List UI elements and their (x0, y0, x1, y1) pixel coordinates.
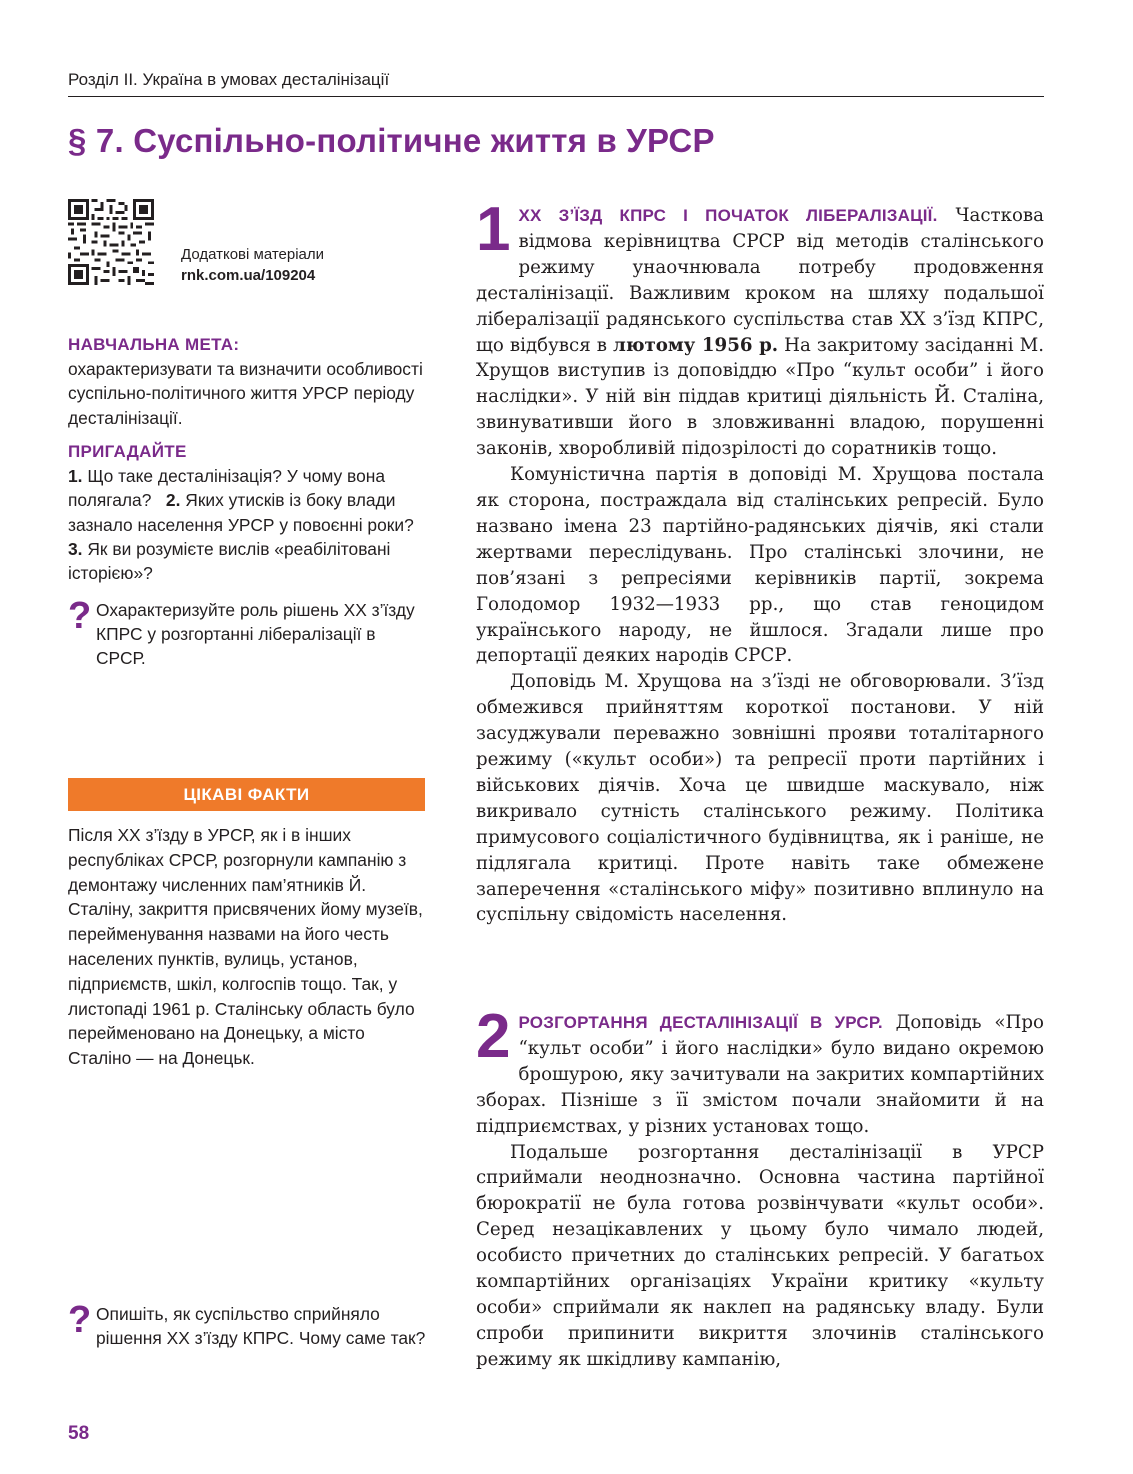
facts-text: Після XX з’їзду в УРСР, як і в інших республіках СРСР, розгорнули кампанію з демонтажу численних пам’ятників Й. Сталіну, закриття присвячених йому музеїв, перейменування назвами на його честь населених пунктів, вулиць, установ, підприємств, шкіл, колгоспів тощо. Так, у листопаді 1961 р. Сталінську область було перейменовано на Донецьку, а місто Сталіно — на Донецьк. (68, 825, 423, 1069)
recall-num-3: 3. (68, 538, 83, 559)
recall-box (68, 440, 428, 585)
qr-code[interactable] (68, 199, 154, 285)
section-1 (476, 195, 1044, 928)
recall-question-2: Яких утисків із боку влади зазнало населення УРСР у повоєнні роки? (68, 490, 414, 535)
question-block-2 (68, 1299, 428, 1350)
section-1-text-b: На закритому засіданні М. Хрущов виступив із доповіддю «Про “культ особи” і його наслідки». У ній він піддав критиці діяльність Й. Сталіна, звинувативши його в зловживанні владою, порушенні законів, хворобливій підозрілості до соратників тощо. (476, 334, 1044, 460)
section-2-text-a: Доповідь «Про “культ особи” і його наслідки» було видано окремою брошурою, яку зачитували на закритих компартійних зборах. Пізніше з її змістом почали знайомити й на підприємствах, у різних установах тощо. (476, 1012, 1045, 1137)
recall-question-3: Як ви розумієте вислів «реабілітовані історією»? (68, 538, 391, 584)
section-1-date: лютому 1956 р. (613, 334, 779, 356)
recall-num-1: 1. (68, 466, 83, 487)
page-title: § 7. Суспільно-політичне життя в УРСР (68, 122, 715, 159)
question-block-1 (68, 595, 428, 671)
question-icon: ? (68, 595, 92, 637)
section-2-heading: РОЗГОРТАННЯ ДЕСТАЛІНІЗАЦІЇ В УРСР. (518, 1013, 883, 1032)
qr-label: Додаткові матеріали (181, 246, 325, 263)
section-1-paragraph-1 (476, 195, 1044, 462)
qr-link[interactable]: rnk.com.ua/109204 (181, 267, 316, 284)
question-text-2: Опишіть, як суспільство сприйняло рішення XX з’їзду КПРС. Чому саме так? (96, 1304, 426, 1349)
learning-goal-heading: НАВЧАЛЬНА МЕТА: (68, 335, 240, 354)
qr-caption (181, 244, 324, 286)
section-number-2: 2 (476, 1002, 511, 1071)
section-2 (476, 1002, 1045, 1373)
recall-questions (68, 464, 428, 585)
page-number: 58 (68, 1423, 90, 1444)
recall-heading: ПРИГАДАЙТЕ (68, 442, 187, 461)
section-1-text-a: Часткова відмова керівництва СРСР від методів сталінського режиму унаочнювала потребу продовження десталінізації. Важливим кроком на шляху подальшої лібералізації радянського суспільства став XX з’їзд КПРС, що відбувся в (476, 205, 1044, 356)
question-icon: ? (68, 1299, 92, 1341)
running-head: Розділ ІІ. Україна в умовах десталінізації (68, 70, 390, 89)
facts-heading: ЦІКАВІ ФАКТИ (68, 778, 425, 811)
learning-goal (68, 333, 428, 430)
header-rule (68, 96, 1044, 97)
section-number-1: 1 (476, 195, 511, 264)
section-1-paragraph-3: Доповідь М. Хрущова на з’їзді не обговорювали. З’їзд обмежився прийняттям короткої постанови. У ній засуджували переважно зовнішні прояви тоталітарного режиму («культ особи») та репресії проти партійних і військових діячів. Хоча це швидше маскувало, ніж викривало сутність сталінського режиму. Політика примусового соціалістичного будівництва, як і раніше, не підлягала критиці. Проте навіть таке обмежене заперечення «сталінського міфу» позитивно вплинуло на суспільну свідомість населення. (476, 671, 1044, 926)
learning-goal-text: охарактеризувати та визначити особливості суспільно-політичного життя УРСР періоду десталінізації. (68, 359, 423, 428)
section-2-paragraph-1 (476, 1002, 1045, 1140)
section-1-paragraph-2: Комуністична партія в доповіді М. Хрущова постала як сторона, постраждала від сталінських репресій. Було названо імена 23 партійно-радянських діячів, які стали жертвами переслідувань. Про сталінські злочини, не пов’язані з репресіями керівників партії, зокрема Голодомор 1932—1933 рр., що став геноцидом українського народу, не йшлося. Згадали лише про депортації деяких народів СРСР. (476, 464, 1044, 667)
recall-num-2: 2. (165, 490, 181, 511)
recall-question-1: Що таке десталінізація? У чому вона полягала? (68, 466, 386, 511)
section-2-paragraph-2: Подальше розгортання десталінізації в УРСР сприймали неоднозначно. Основна частина партійної бюрократії не була готова розвінчувати «культ особи». Серед незацікавлених у цьому було чимало людей, особисто причетних до сталінських репресій. У багатьох компартійних організаціях України критику «культу особи» сприймали як наклеп на радянську владу. Були спроби припинити викриття злочинів сталінського режиму як шкідливу кампанію, (476, 1141, 1044, 1370)
question-text-1: Охарактеризуйте роль рішень XX з’їзду КПРС у розгортанні лібералізації в СРСР. (96, 600, 415, 669)
section-1-heading: XX З’ЇЗД КПРС І ПОЧАТОК ЛІБЕРАЛІЗАЦІЇ. (518, 206, 938, 225)
